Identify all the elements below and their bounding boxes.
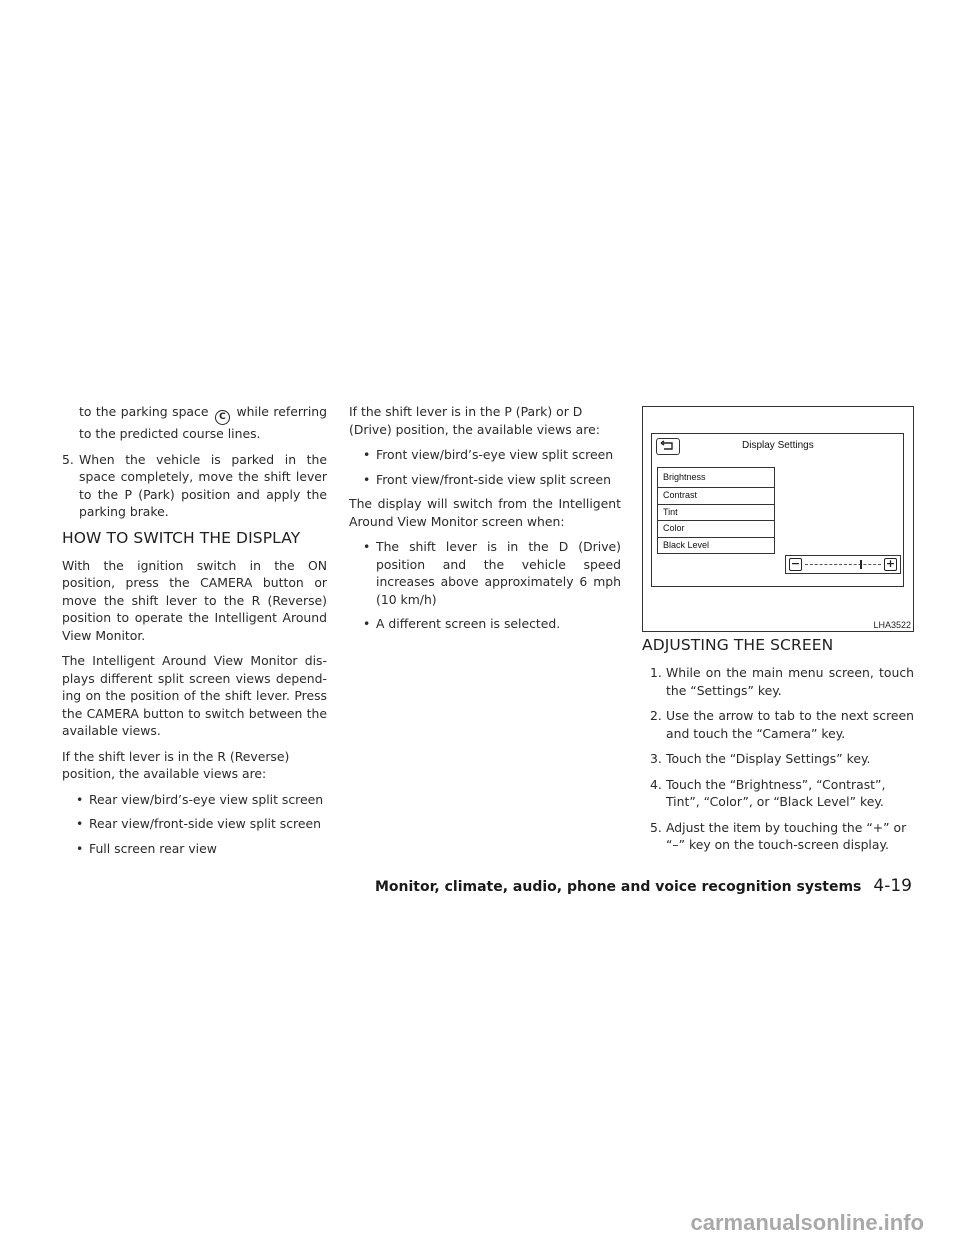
- paragraph: If the shift lever is in the R (Reverse) position, the available views are:: [62, 748, 290, 781]
- step-number: 5.: [650, 819, 662, 835]
- bullet-item: [62, 815, 327, 833]
- bullet-text: The shift lever is in the D (Drive) position and the vehicle speed increases above approximately 6 mph (10 km/h): [376, 539, 621, 607]
- slider-track: [805, 564, 881, 565]
- step-number: 3.: [650, 751, 662, 766]
- figure-label: LHA3522: [873, 620, 911, 630]
- bullet-icon: •: [363, 471, 371, 487]
- bullet-item: [349, 446, 621, 464]
- bullet-item: [349, 538, 621, 608]
- bullet-text: Front view/bird’s-eye view split screen: [376, 447, 614, 462]
- middle-column: [349, 403, 621, 640]
- bullet-icon: •: [76, 840, 84, 856]
- right-column: [642, 636, 914, 862]
- back-arrow-icon: [657, 439, 679, 454]
- bullet-text: Rear view/front-side view split screen: [89, 816, 321, 831]
- bullet-text: A different screen is selected.: [376, 616, 561, 631]
- bullet-item: [349, 471, 621, 489]
- callout-c-icon: C: [215, 410, 230, 425]
- back-button[interactable]: [656, 438, 680, 455]
- step-text: Touch the “Display Settings” key.: [666, 751, 871, 766]
- bullet-icon: •: [363, 539, 371, 554]
- bullet-text: Rear view/bird’s-eye view split screen: [89, 791, 324, 807]
- section-heading-switch-display: HOW TO SWITCH THE DISPLAY: [62, 528, 301, 547]
- menu-item-black-level[interactable]: Black Level: [658, 538, 774, 555]
- settings-menu: [657, 467, 775, 554]
- paragraph: If the shift lever is in the P (Park) or D (Drive) position, the available views are:: [349, 404, 600, 437]
- display-settings-screen: [651, 433, 904, 587]
- paragraph: The Intelligent Around View Monitor dis-plays different split screen views depend-ing on the position of the shift lever. Press the CAMERA button to switch between the available views.: [62, 653, 327, 738]
- bullet-icon: •: [363, 447, 371, 462]
- step-text: When the vehicle is parked in the space completely, move the shift lever to the P (Park) position and apply the parking brake.: [79, 451, 327, 519]
- step4-continuation: [62, 403, 327, 443]
- step-number: 1.: [650, 665, 662, 680]
- step-number: 5.: [62, 451, 74, 467]
- step-text: Touch the “Brightness”, “Contrast”, Tint”, “Color”, or “Black Level” key.: [666, 776, 886, 809]
- step-item: [642, 750, 914, 768]
- screen-title: Display Settings: [742, 440, 814, 451]
- menu-item-contrast[interactable]: Contrast: [658, 488, 774, 505]
- step-5: [62, 451, 327, 521]
- page-footer: [375, 876, 912, 897]
- paragraph: The display will switch from the Intelligent Around View Monitor screen when:: [349, 496, 621, 529]
- page-number: 4-19: [873, 876, 912, 896]
- bullet-text: Front view/front-side view split screen: [376, 471, 611, 487]
- step-item: [642, 819, 914, 854]
- step-text: Use the arrow to tab to the next screen and touch the “Camera” key.: [666, 708, 914, 741]
- step-text: While on the main menu screen, touch the “Settings” key.: [666, 665, 914, 698]
- plus-button[interactable]: +: [885, 557, 896, 570]
- step-item: [642, 664, 914, 699]
- display-settings-figure: [642, 406, 914, 632]
- bullet-item: [62, 840, 327, 858]
- footer-section-title: Monitor, climate, audio, phone and voice recognition systems: [374, 879, 862, 895]
- paragraph: With the ignition switch in the ON position, press the CAMERA button or move the shift lever to the R (Reverse) position to operate the Intelligent Around View Monitor.: [62, 557, 327, 643]
- slider-knob[interactable]: [860, 560, 862, 569]
- continuation-text-a: to the parking space: [79, 404, 209, 419]
- step-number: 2.: [650, 708, 662, 723]
- menu-item-color[interactable]: Color: [658, 521, 774, 538]
- adjust-slider[interactable]: [785, 555, 901, 574]
- section-heading-adjusting-screen: ADJUSTING THE SCREEN: [642, 636, 834, 654]
- bullet-text: Full screen rear view: [89, 840, 217, 856]
- menu-item-tint[interactable]: Tint: [658, 505, 774, 522]
- watermark: carmanualsonline.info: [690, 1210, 924, 1235]
- bullet-icon: •: [76, 816, 84, 831]
- step-item: [642, 776, 914, 811]
- step-text: Adjust the item by touching the “+” or “–” key on the touch-screen display.: [666, 819, 907, 852]
- minus-button[interactable]: −: [790, 557, 801, 570]
- left-column: [62, 403, 327, 864]
- step-number: 4.: [650, 776, 662, 792]
- step-item: [642, 707, 914, 742]
- bullet-item: [62, 791, 327, 809]
- bullet-icon: •: [363, 616, 371, 631]
- menu-item-brightness[interactable]: Brightness: [658, 468, 774, 488]
- bullet-icon: •: [76, 791, 84, 807]
- bullet-item: [349, 615, 621, 633]
- continuation-text-b: while referring to the predicted course lines.: [79, 404, 327, 441]
